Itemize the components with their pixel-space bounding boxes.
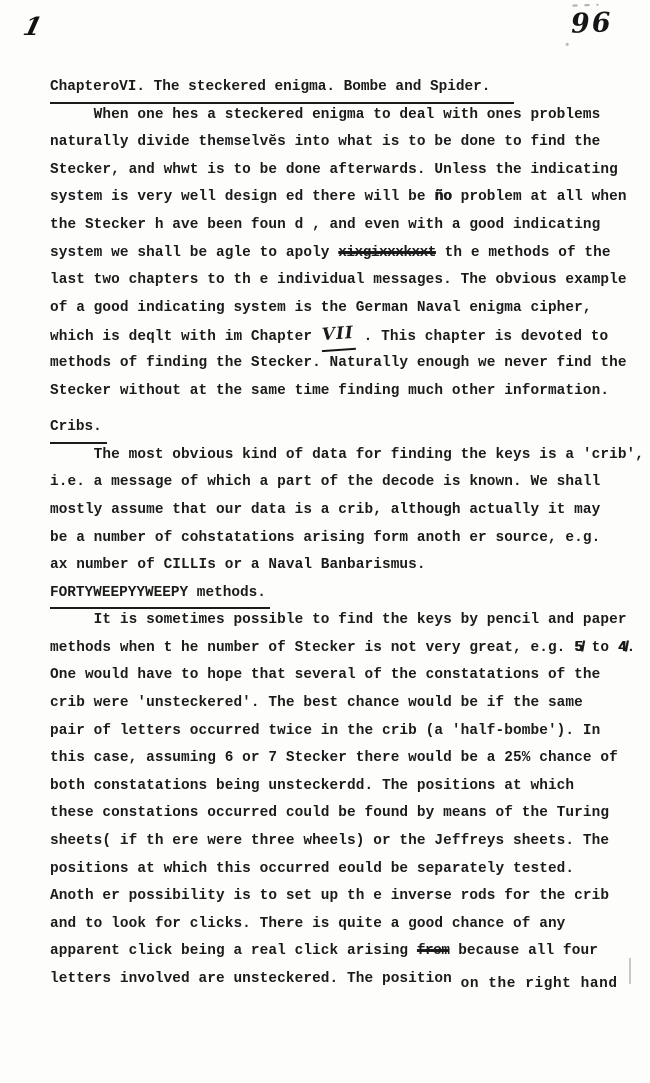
paragraph xyxy=(50,102,632,406)
text-line: of a good indicating system is the German Naval enigma cipher, xyxy=(50,299,592,316)
heading-text: Cribs. xyxy=(50,414,107,444)
text-line: system is very well design ed there will be ño problem at all when xyxy=(50,189,627,206)
text-line: this case, assuming 6 or 7 Stecker there would be a 25% chance of xyxy=(50,750,618,767)
text-line: naturally divide themselvĕs into what is to be done to find the xyxy=(50,134,601,151)
scan-edge-artifact xyxy=(629,958,631,984)
text-line: apparent click being a real click arising from because all four xyxy=(50,943,598,960)
section-heading xyxy=(50,414,632,442)
text-line: The most obvious kind of data for finding the keys is a 'crib', xyxy=(50,446,645,463)
text-line: ax number of CILLIs or a Naval Banbarismus. xyxy=(50,557,426,574)
text-line: the Stecker h ave been foun d , and even with a good indicating xyxy=(50,216,601,233)
text-line: both constatations being unsteckerdd. The positions at which xyxy=(50,777,575,794)
overtyped-correction: 5̸ xyxy=(574,639,583,656)
paragraph xyxy=(50,442,645,580)
text-line: mostly assume that our data is a crib, although actually it may xyxy=(50,501,601,518)
shifted-text: on the right hand xyxy=(460,976,618,992)
text-line: Anoth er possibility is to set up th e inverse rods for the crib xyxy=(50,888,610,905)
text-line: It is sometimes possible to find the keys by pencil and paper xyxy=(50,612,627,629)
text-line: sheets( if th ere were three wheels) or the Jeffreys sheets. The xyxy=(50,833,610,850)
section-heading xyxy=(50,580,632,608)
overtyped-correction: ño xyxy=(434,189,452,206)
text-line: be a number of cohstatations arising form anoth er source, e.g. xyxy=(50,529,601,546)
text-line: these constations occurred could be found by means of the Turing xyxy=(50,805,610,822)
page-blocks xyxy=(50,74,645,994)
typed-strikeout: xixgixxxkxxt xyxy=(338,244,436,261)
text-line: pair of letters occurred twice in the crib (a 'half-bombe'). In xyxy=(50,722,601,739)
heading-text: ChapteroVI. The steckered enigma. Bombe and Spider. xyxy=(50,74,514,104)
typed-strikeout: from xyxy=(416,943,450,960)
text-line: Stecker without at the same time finding much other information. xyxy=(50,382,610,399)
text-line: positions at which this occurred eould be separately tested. xyxy=(50,860,575,877)
handwritten-page-number: 96 xyxy=(570,7,614,40)
text-line: letters involved are unsteckered. The position on the right hand xyxy=(50,971,618,992)
overtyped-correction: 4̸ xyxy=(617,639,627,656)
text-line: crib were 'unsteckered'. The best chance would be if the same xyxy=(50,695,583,712)
handwritten-margin-mark: 1 xyxy=(20,12,46,41)
text-line: Stecker, and whwt is to be done afterwards. Unless the indicating xyxy=(50,161,618,178)
text-line: methods when t he number of Stecker is not very great, e.g. 5̸ to 4̸. xyxy=(50,639,636,656)
paragraph xyxy=(50,607,636,993)
text-line: When one hes a steckered enigma to deal with ones problems xyxy=(50,106,601,123)
text-line: which is deqlt with im Chapter VII . This chapter is devoted to xyxy=(50,322,632,350)
text-line: system we shall be agle to apoly xixgixxxkxxt th e methods of the xyxy=(50,244,611,261)
text-line: last two chapters to th e individual messages. The obvious example xyxy=(50,272,627,289)
heading-text: FORTYWEEPYYWEEPY methods. xyxy=(50,580,270,610)
text-line: i.e. a message of which a part of the decode is known. We shall xyxy=(50,474,601,491)
section-heading xyxy=(50,74,632,102)
handwritten-chapter-number: VII xyxy=(320,320,356,352)
text-line: and to look for clicks. There is quite a good chance of any xyxy=(50,915,566,932)
text-line: One would have to hope that several of the constatations of the xyxy=(50,667,601,684)
text-line: methods of finding the Stecker. Naturally enough we never find the xyxy=(50,354,627,371)
